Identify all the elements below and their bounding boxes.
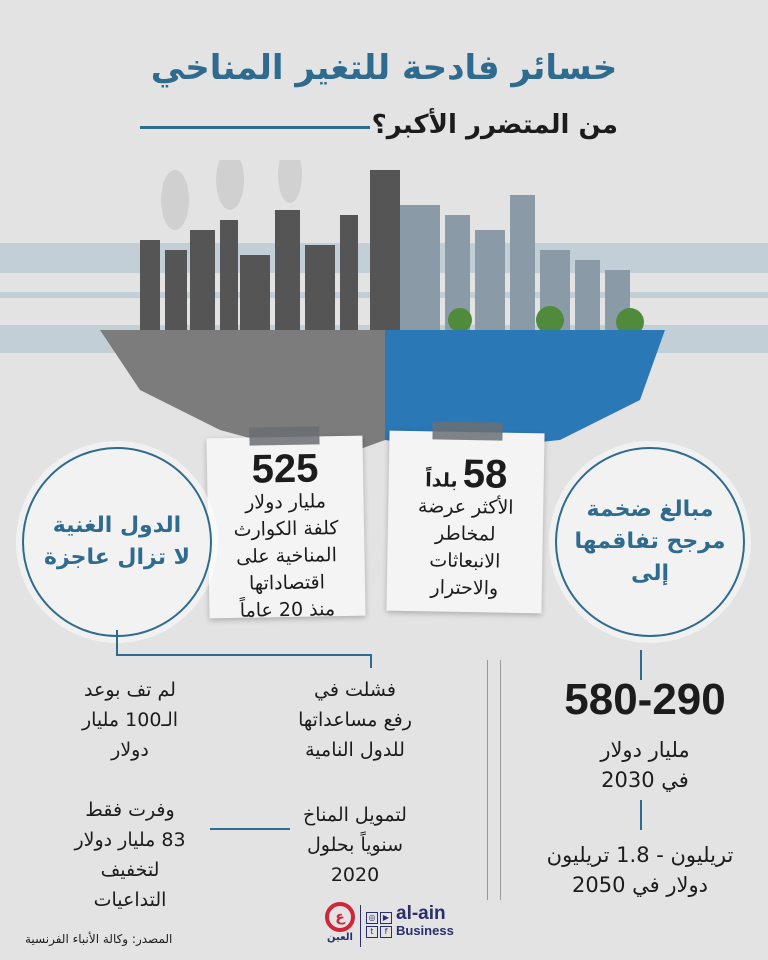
source-text: المصدر: وكالة الأنباء الفرنسية [25,932,173,946]
logo-mark-icon: ع [325,902,355,932]
text-line: سنوياً بحلول [306,834,404,856]
circle-line: إلى [630,561,670,586]
note-line: مليار دولار [244,490,327,514]
circle-line: مبالغ ضخمة [586,497,714,522]
stat-unit: بلداً [425,469,458,492]
text-line: لم تف بوعد [84,679,176,701]
stat-number: 525 [251,446,319,492]
note-line: لمخاطر [434,522,496,546]
connector-line [116,630,118,655]
twitter-icon[interactable]: t [366,926,378,938]
connector-line [640,800,642,830]
al-ain-logo [322,902,358,952]
text-line: تريليون - 1.8 تريليون [546,843,734,867]
note-line: منذ 20 عاماً [239,598,336,622]
circle-line: الدول الغنية [52,513,182,538]
provided-text [50,795,210,915]
text-line: 83 مليار دولار [74,829,186,851]
text-line: رفع مساعداتها [298,709,412,731]
note-line: الانبعاثات [429,549,501,573]
instagram-icon[interactable]: ◎ [366,912,378,924]
youtube-icon[interactable]: ▶ [380,912,392,924]
text-line: لتمويل المناخ [303,804,407,826]
promise-text [50,675,210,765]
divider [360,905,361,947]
text-line: دولار في 2050 [572,873,708,897]
brand-name: al-ain [396,903,446,924]
range-2030-text [545,735,745,795]
connector-line [116,654,372,656]
range-number: 580-290 [564,675,726,724]
tape [249,426,319,445]
facebook-icon[interactable]: f [380,926,392,938]
text-line: مليار دولار [600,738,690,762]
text-line: فشلت في [314,679,396,701]
circle-line: مرجح تفاقمها [574,529,726,554]
divider [487,660,488,900]
brand-ar: العين [327,932,353,943]
text-line: دولار [111,739,149,761]
text-line: وفرت فقط [85,799,175,821]
brand-en [396,905,454,939]
note-line: اقتصاداتها [248,571,326,595]
connector-line [370,654,372,668]
climate-finance-text [275,800,435,890]
note-line: والاحترار [430,576,499,600]
text-line: للدول النامية [305,739,405,761]
page-subtitle: من المتضرر الأكبر؟ [371,110,618,140]
brand-sub: Business [396,923,454,938]
subtitle-underline [140,126,370,129]
huge-amounts-circle [555,447,745,637]
text-line: لتخفيف [100,859,160,881]
page-title: خسائر فادحة للتغير المناخي [150,48,618,88]
divider [500,660,501,900]
note-line: كلفة الكوارث [233,517,339,541]
text-line: في 2030 [601,768,689,792]
text-line: 2020 [330,864,380,886]
text-line: التداعيات [93,889,167,911]
stat-number: 58 [462,451,508,497]
failed-aid-text [275,675,435,765]
note-card-countries [386,431,544,614]
text-line: الـ100 مليار [81,709,179,731]
tape [432,421,502,440]
note-line: المناخية على [235,544,338,568]
rich-countries-circle [22,447,212,637]
note-line: الأكثر عرضة [417,495,514,519]
circle-line: لا تزال عاجزة [43,545,191,570]
social-icons [366,912,392,938]
floating-island-illustration [100,160,670,460]
note-card-cost [206,436,365,622]
trillion-2050-text [520,840,760,900]
